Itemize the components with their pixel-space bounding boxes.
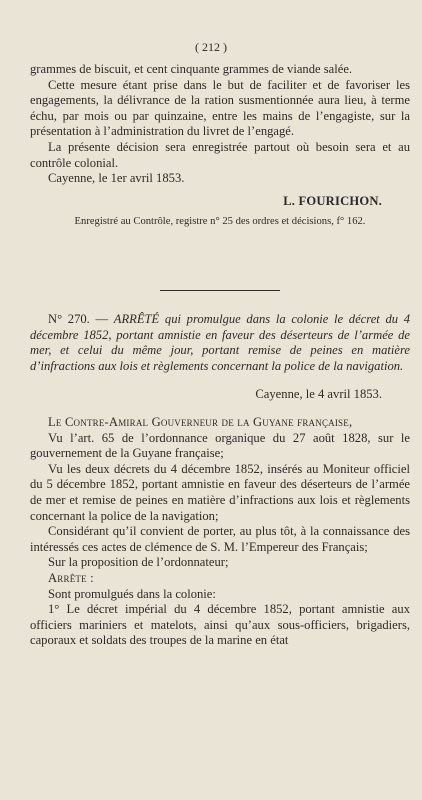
arrete-title: ARRÊTÉ qui promulgue dans la colonie le décret du 4 décembre 1852, portant amnistie en faveur des déserteurs de l’armée de mer, et celui du même jour, portant remise de peines en matière d’infractions aux lois et règlements concernant la police de la navigation. [30,312,411,373]
proposition-line: Sur la proposition de l’ordonnateur; [48,555,229,570]
arrete-header [30,312,410,374]
separator [30,290,410,291]
signature: L. FOURICHON. [283,193,382,208]
arrete-label: Arrête : [48,570,94,585]
promulgation-line: Sont promulgués dans la colonie: [48,586,216,601]
item-1: 1° Le décret impérial du 4 décembre 1852, portant amnistie aux officiers mariniers et matelots, ainsi qu’aux sous-officiers, brigadiers, caporaux et soldats des troupes de la marine en état [30,602,410,648]
paragraph-registration: La présente décision sera enregistrée partout où besoin sera et au contrôle colonial. [30,139,410,170]
date-line-2: Cayenne, le 4 avril 1853. [255,387,382,402]
vu-paragraph-1: Vu l’art. 65 de l’ordonnance organique du 27 août 1828, sur le gouvernement de la Guyane française; [30,430,410,461]
text-block [30,62,410,230]
gouverneur-line: Le Contre-Amiral Gouverneur de la Guyane française, [48,414,353,429]
page-number: ( 212 ) [195,40,227,54]
date-line-1: Cayenne, le 1er avril 1853. [48,171,185,186]
considerant-paragraph: Considérant qu’il convient de porter, au plus tôt, à la connaissance des intéressés ces actes de clémence de S. M. l’Empereur des Français; [30,524,410,554]
arrete-block [30,312,410,649]
vu-paragraph-2: Vu les deux décrets du 4 décembre 1852, insérés au Moniteur officiel du 5 décembre 1852, portant amnistie en faveur des déserteurs de l’armée de mer et remise de peines en matière d’infractions aux lois et règlements concernant la police de la navigation; [30,461,410,523]
paragraph-continuation: grammes de biscuit, et cent cinquante grammes de viande salée. [30,62,353,76]
paragraph-mesure: Cette mesure étant prise dans le but de faciliter et de favoriser les engagements, la délivrance de la ration susmentionnée aura lieu, à terme échu, par mois ou par quinzaine, entre les mains de l’engagiste, sur la présentation à l’administration du livret de l’engagé. [30,77,410,139]
registry-note: Enregistré au Contrôle, registre n° 25 des ordres et décisions, f° 162. [74,216,366,228]
arrete-number: N° 270. — [48,312,109,326]
